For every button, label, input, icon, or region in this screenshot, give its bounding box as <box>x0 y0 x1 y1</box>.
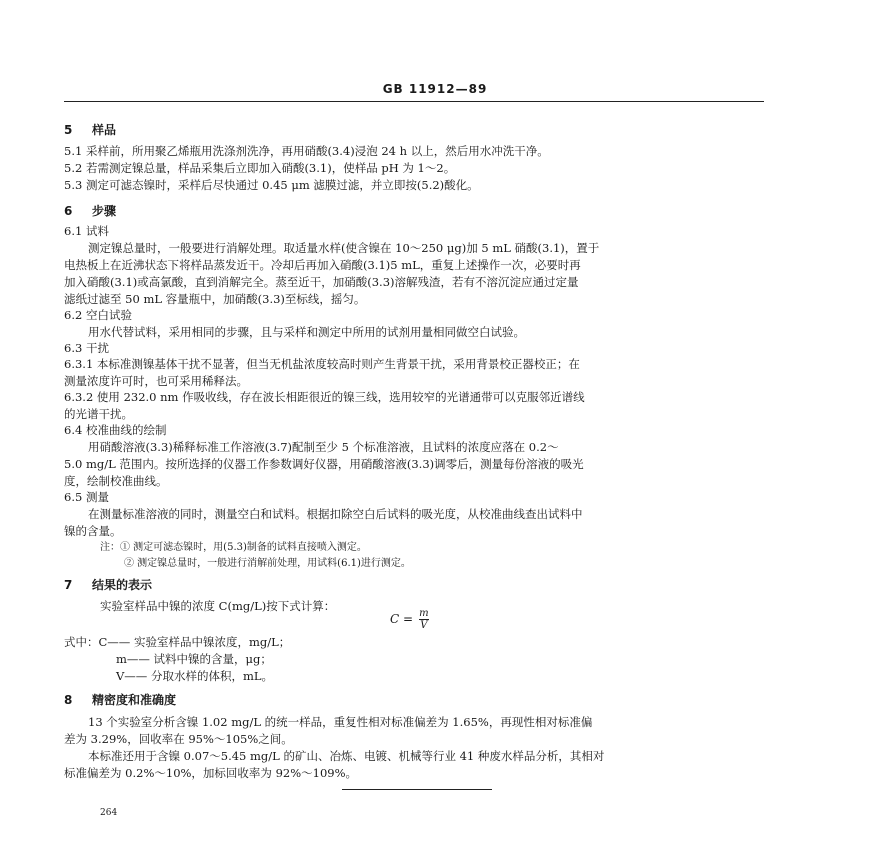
precision-text: 差为 3.29%，回收率在 95%～105%之间。 <box>64 732 293 746</box>
clause-6-4-text: 5.0 mg/L 范围内。按所选择的仪器工作参数调好仪器，用硝酸溶液(3.3)调零后，测量每份溶液的吸光 <box>64 457 584 471</box>
formula <box>390 608 429 631</box>
page-number: 264 <box>100 808 118 818</box>
clause-6-5-heading: 6.5 测量 <box>64 490 109 504</box>
formula-intro: 实验室样品中镍的浓度 C(mg/L)按下式计算： <box>100 599 336 613</box>
clause-6-4-heading: 6.4 校准曲线的绘制 <box>64 423 167 437</box>
note-1: 注：① 测定可滤态镍时，用(5.3)制备的试料直接喷入测定。 <box>100 542 367 553</box>
section-5-title: 5 样品 <box>64 123 117 137</box>
clause-5-2: 5.2 若需测定镍总量，样品采集后立即加入硝酸(3.1)，使样品 pH 为 1～2。 <box>64 161 456 175</box>
clause-5-1: 5.1 采样前，所用聚乙烯瓶用洗涤剂洗净，再用硝酸(3.4)浸泡 24 h 以上，然后用水冲洗干净。 <box>64 144 549 158</box>
clause-6-5-text: 在测量标准溶液的同时，测量空白和试料。根据扣除空白后试料的吸光度，从校准曲线查出试料中 <box>88 507 583 521</box>
where-v: V—— 分取水样的体积，mL。 <box>116 669 274 683</box>
clause-5-3: 5.3 测定可滤态镍时，采样后尽快通过 0.45 μm 滤膜过滤，并立即按(5.2)酸化。 <box>64 178 479 192</box>
formula-lhs: C = <box>390 612 414 626</box>
formula-numerator: m <box>419 608 429 619</box>
clause-6-2-heading: 6.2 空白试验 <box>64 308 132 322</box>
note-2: ② 测定镍总量时，一般进行消解前处理，用试料(6.1)进行测定。 <box>124 558 411 569</box>
header-rule <box>64 101 764 102</box>
clause-6-2-text: 用水代替试料，采用相同的步骤，且与采样和测定中所用的试剂用量相同做空白试验。 <box>88 325 525 339</box>
clause-6-1-heading: 6.1 试料 <box>64 224 109 238</box>
clause-6-1-text: 电热板上在近沸状态下将样品蒸发近干。冷却后再加入硝酸(3.1)5 mL，重复上述操作一次，必要时再 <box>64 258 581 272</box>
clause-6-3-2: 6.3.2 使用 232.0 nm 作吸收线，存在波长相距很近的镍三线，选用较窄的光谱通带可以克服邻近谱线 <box>64 390 585 404</box>
section-6-title: 6 步骤 <box>64 204 117 218</box>
formula-denominator: V <box>420 620 428 631</box>
section-8-title: 8 精密度和准确度 <box>64 693 177 707</box>
clause-6-3-2: 的光谱干扰。 <box>64 407 133 421</box>
where-m: m—— 试料中镍的含量，μg； <box>116 652 272 666</box>
clause-6-3-1: 测量浓度许可时，也可采用稀释法。 <box>64 374 248 388</box>
clause-6-1-text: 加入硝酸(3.1)或高氯酸，直到消解完全。蒸至近干，加硝酸(3.3)溶解残渣，若有不溶沉淀应通过定量 <box>64 275 579 289</box>
clause-6-3-heading: 6.3 干扰 <box>64 341 109 355</box>
section-7-title: 7 结果的表示 <box>64 578 153 592</box>
accuracy-text: 本标准还用于含镍 0.07～5.45 mg/L 的矿山、冶炼、电镀、机械等行业 41 种废水样品分析，其相对 <box>88 749 605 763</box>
accuracy-text: 标准偏差为 0.2%～10%，加标回收率为 92%～109%。 <box>64 766 358 780</box>
clause-6-5-text: 镍的含量。 <box>64 524 122 538</box>
clause-6-4-text: 度，绘制校准曲线。 <box>64 474 168 488</box>
precision-text: 13 个实验室分析含镍 1.02 mg/L 的统一样品，重复性相对标准偏差为 1.65%，再现性相对标准偏 <box>88 715 593 729</box>
end-rule <box>342 789 492 790</box>
clause-6-1-text: 滤纸过滤至 50 mL 容量瓶中，加硝酸(3.3)至标线，摇匀。 <box>64 292 366 306</box>
standard-code-header: GB 11912—89 <box>382 82 488 96</box>
clause-6-4-text: 用硝酸溶液(3.3)稀释标准工作溶液(3.7)配制至少 5 个标准溶液，且试料的浓度应落在 0.2～ <box>88 440 559 454</box>
clause-6-3-1: 6.3.1 本标准测镍基体干扰不显著，但当无机盐浓度较高时则产生背景干扰，采用背景校正器校正；在 <box>64 357 580 371</box>
clause-6-1-text: 测定镍总量时，一般要进行消解处理。取适量水样(使含镍在 10～250 μg)加 5 mL 硝酸(3.1)，置于 <box>88 241 600 255</box>
where-c: 式中：C—— 实验室样品中镍浓度，mg/L； <box>64 635 291 649</box>
